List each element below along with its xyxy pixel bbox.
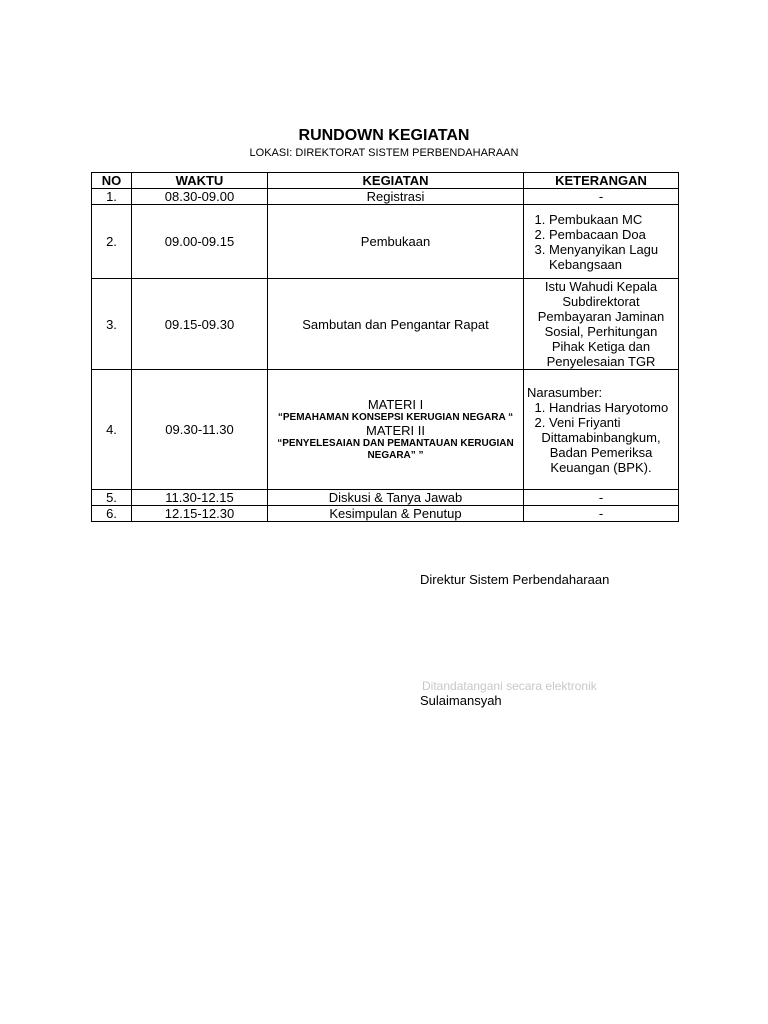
document-title: RUNDOWN KEGIATAN	[298, 127, 470, 144]
header-waktu: WAKTU	[132, 173, 268, 189]
rundown-table	[91, 172, 679, 522]
cell-no: 1.	[92, 189, 132, 205]
cell-keterangan	[524, 205, 679, 279]
table-row	[92, 370, 679, 490]
cell-kegiatan: Pembukaan	[268, 205, 524, 279]
list-item: 2. Pembacaan Doa	[549, 227, 675, 242]
header-keterangan: KETERANGAN	[524, 173, 679, 189]
cell-keterangan: -	[524, 189, 679, 205]
materi-2-title: “PENYELESAIAN DAN PEMANTAUAN KERUGIAN NEGARA” ”	[277, 437, 514, 461]
cell-kegiatan: Registrasi	[268, 189, 524, 205]
keterangan-list	[527, 212, 675, 272]
cell-kegiatan: Diskusi & Tanya Jawab	[268, 490, 524, 506]
signatory-position: Direktur Sistem Perbendaharaan	[420, 572, 610, 587]
cell-waktu: 09.15-09.30	[132, 279, 268, 370]
cell-keterangan: Istu Wahudi Kepala Subdirektorat Pembayaran Jaminan Sosial, Perhitungan Pihak Ketiga dan Penyelesaian TGR	[524, 279, 679, 370]
materi-1-label: MATERI I	[367, 396, 424, 412]
cell-keterangan	[524, 370, 679, 490]
electronic-signature-note: Ditandatangani secara elektronik	[422, 679, 597, 693]
list-item: 1. Pembukaan MC	[549, 212, 675, 227]
table-row	[92, 490, 679, 506]
cell-waktu: 09.30-11.30	[132, 370, 268, 490]
materi-2-label: MATERI II	[366, 422, 425, 438]
table-row	[92, 506, 679, 522]
list-item: 1. Handrias Haryotomo	[549, 400, 675, 415]
cell-waktu: 11.30-12.15	[132, 490, 268, 506]
header-no: NO	[92, 173, 132, 189]
cell-no: 4.	[92, 370, 132, 490]
materi-1-title: “PEMAHAMAN KONSEPSI KERUGIAN NEGARA “	[277, 411, 514, 423]
narasumber-list	[527, 400, 675, 430]
list-item: 3. Menyanyikan Lagu Kebangsaan	[549, 242, 675, 272]
table-row	[92, 189, 679, 205]
cell-no: 2.	[92, 205, 132, 279]
narasumber-affiliation: Dittamabinbangkum, Badan Pemeriksa Keuangan (BPK).	[541, 429, 661, 475]
table-row	[92, 279, 679, 370]
cell-kegiatan: Kesimpulan & Penutup	[268, 506, 524, 522]
cell-no: 5.	[92, 490, 132, 506]
cell-no: 3.	[92, 279, 132, 370]
header-kegiatan: KEGIATAN	[268, 173, 524, 189]
narasumber-label: Narasumber:	[527, 384, 603, 400]
cell-waktu: 09.00-09.15	[132, 205, 268, 279]
cell-kegiatan	[268, 370, 524, 490]
cell-keterangan: -	[524, 490, 679, 506]
table-header-row	[92, 173, 679, 189]
cell-waktu: 08.30-09.00	[132, 189, 268, 205]
cell-kegiatan: Sambutan dan Pengantar Rapat	[268, 279, 524, 370]
table-row	[92, 205, 679, 279]
document-subtitle: LOKASI: DIREKTORAT SISTEM PERBENDAHARAAN	[249, 147, 519, 159]
signatory-name: Sulaimansyah	[420, 693, 502, 708]
list-item: 2. Veni Friyanti	[549, 415, 675, 430]
cell-waktu: 12.15-12.30	[132, 506, 268, 522]
cell-keterangan: -	[524, 506, 679, 522]
cell-no: 6.	[92, 506, 132, 522]
